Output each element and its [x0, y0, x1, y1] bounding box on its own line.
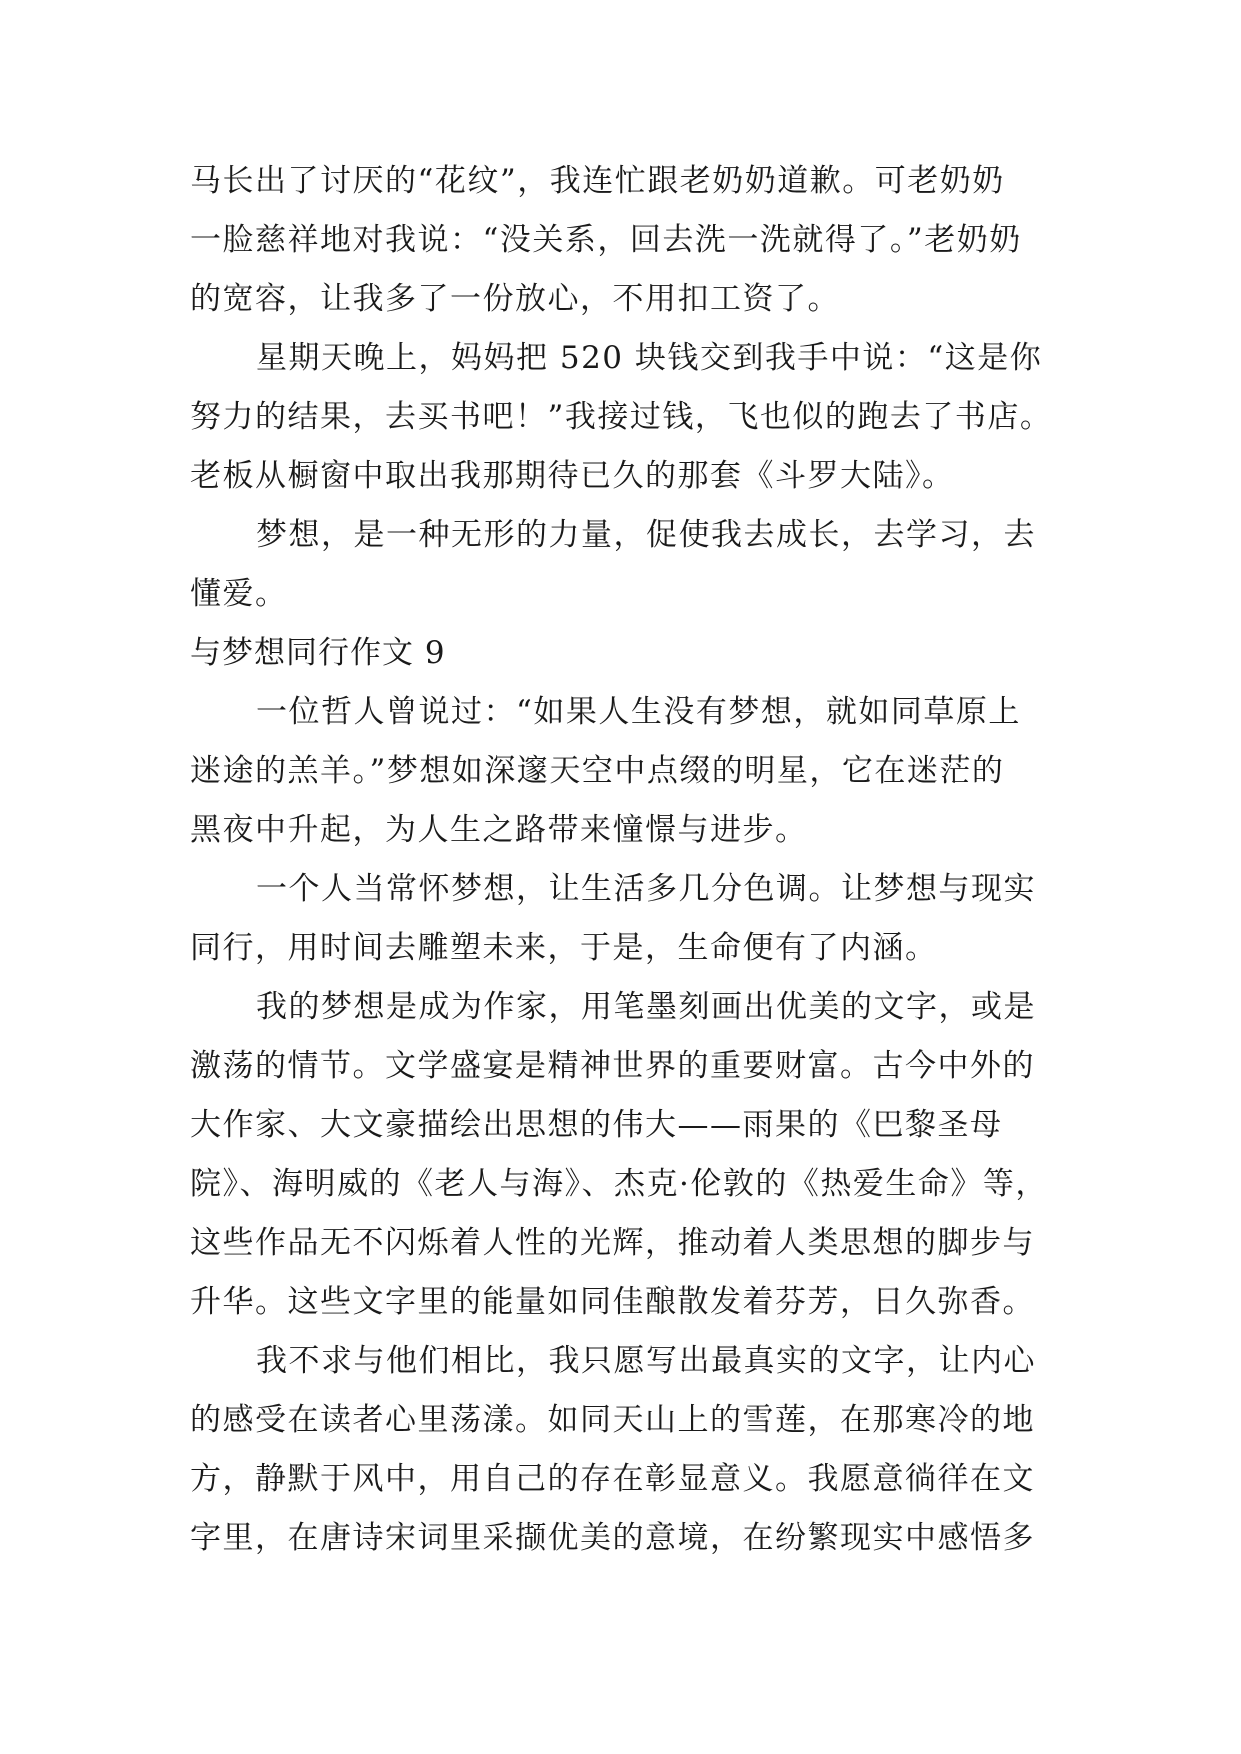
text-line: 的感受在读者心里荡漾。如同天山上的雪莲，在那寒冷的地: [190, 1402, 1035, 1438]
text-line: 升华。这些文字里的能量如同佳酿散发着芬芳，日久弥香。: [190, 1284, 1035, 1320]
paragraph-start-line: 梦想，是一种无形的力量，促使我去成长，去学习，去: [256, 517, 1036, 553]
text-line: 字里，在唐诗宋词里采撷优美的意境，在纷繁现实中感悟多: [190, 1520, 1035, 1556]
text-line: 马长出了讨厌的“花纹”，我连忙跟老奶奶道歉。可老奶奶: [190, 163, 1005, 199]
text-line: 方，静默于风中，用自己的存在彰显意义。我愿意徜徉在文: [190, 1461, 1035, 1497]
text-line: 大作家、大文豪描绘出思想的伟大——雨果的《巴黎圣母: [190, 1107, 1003, 1143]
text-line: 这些作品无不闪烁着人性的光辉，推动着人类思想的脚步与: [190, 1225, 1035, 1261]
paragraph-start-line: 我不求与他们相比，我只愿写出最真实的文字，让内心: [256, 1343, 1036, 1379]
paragraph-start-line: 一个人当常怀梦想，让生活多几分色调。让梦想与现实: [256, 871, 1036, 907]
document-body: [190, 152, 1053, 1568]
text-line: 激荡的情节。文学盛宴是精神世界的重要财富。古今中外的: [190, 1048, 1035, 1084]
text-line: 同行，用时间去雕塑未来，于是，生命便有了内涵。: [190, 930, 938, 966]
text-line: 一脸慈祥地对我说：“没关系，回去洗一洗就得了。”老奶奶: [190, 222, 1022, 258]
text-line: 老板从橱窗中取出我那期待已久的那套《斗罗大陆》。: [190, 458, 955, 494]
text-line: 懂爱。: [190, 576, 288, 612]
text-line: 的宽容，让我多了一份放心，不用扣工资了。: [190, 281, 840, 317]
paragraph-start-line: 我的梦想是成为作家，用笔墨刻画出优美的文字，或是: [256, 989, 1036, 1025]
paragraph-start-line: 星期天晚上，妈妈把 520 块钱交到我手中说：“这是你: [256, 340, 1043, 376]
text-line: 黑夜中升起，为人生之路带来憧憬与进步。: [190, 812, 808, 848]
text-line: 努力的结果，去买书吧！”我接过钱，飞也似的跑去了书店。: [190, 399, 1053, 435]
text-line: 院》、海明威的《老人与海》、杰克·伦敦的《热爱生命》等，: [190, 1166, 1048, 1202]
section-title: 与梦想同行作文 9: [190, 635, 446, 671]
paragraph-start-line: 一位哲人曾说过：“如果人生没有梦想，就如同草原上: [256, 694, 1021, 730]
text-line: 迷途的羔羊。”梦想如深邃天空中点缀的明星，它在迷茫的: [190, 753, 1005, 789]
